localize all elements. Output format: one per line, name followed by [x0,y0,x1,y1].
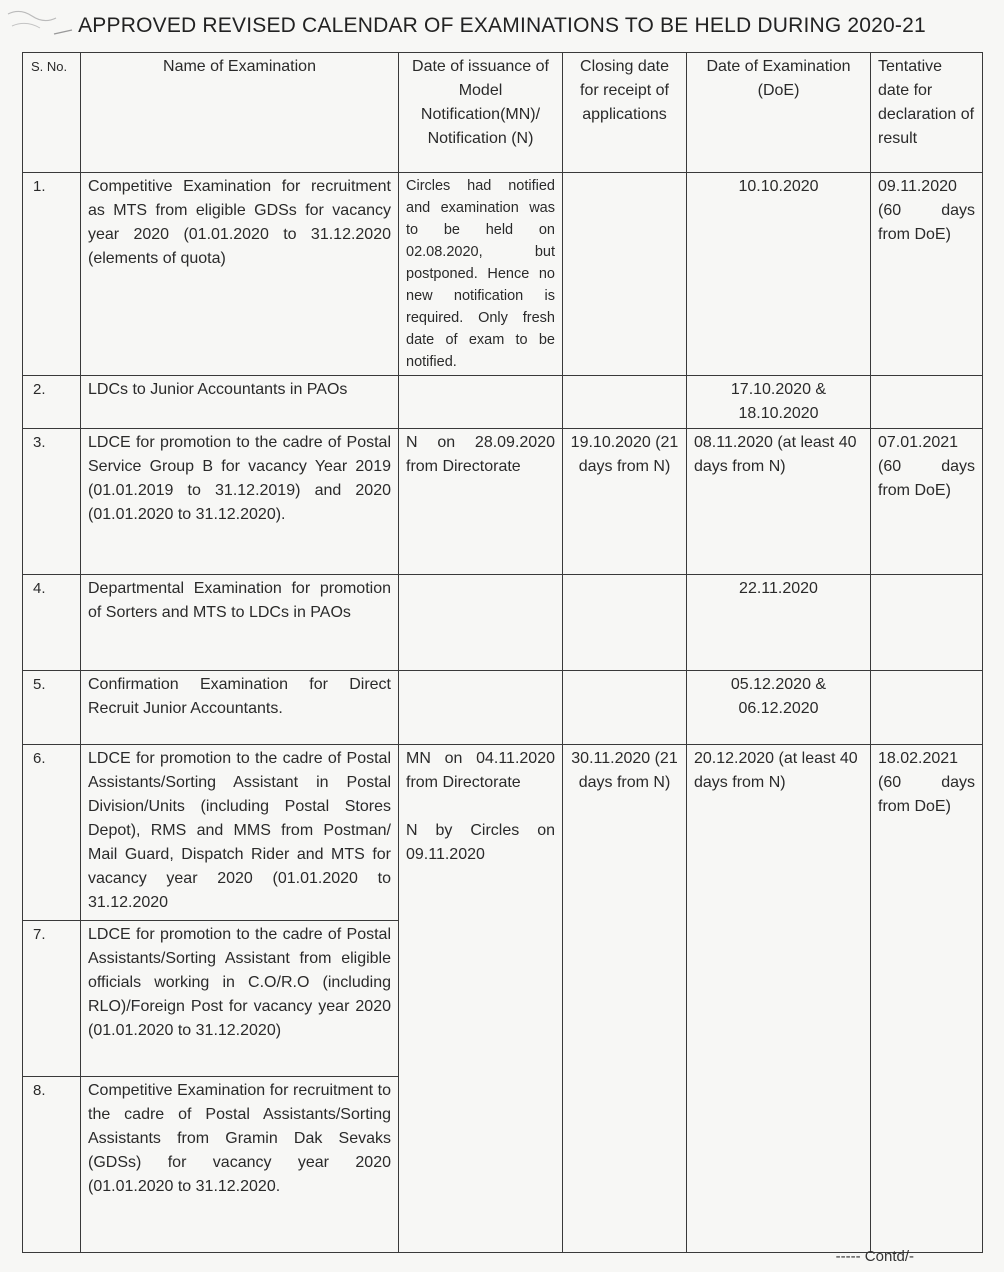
row-closing [563,173,687,376]
row-issuance [399,376,563,429]
table-row [23,575,983,671]
row-sno: 4. [23,575,81,671]
continued-note: ----- Contd/- [835,1248,914,1265]
row-doe: 05.12.2020 & 06.12.2020 [687,671,871,745]
row-result [871,575,983,671]
row-issuance [399,745,563,1253]
table-row [23,173,983,376]
table-row [23,671,983,745]
row-name: LDCE for promotion to the cadre of Postal Assistants/Sorting Assistant in Postal Division/Units (including Postal Stores Depot), RMS and MMS from Postman/ Mail Guard, Dispatch Rider and MTS for vacancy year 2020 (01.01.2020 to 31.12.2020 [81,745,399,921]
exam-calendar-table [22,52,983,1253]
row-doe: 08.11.2020 (at least 40 days from N) [687,429,871,575]
row-result: 07.01.2021 (60 days from DoE) [871,429,983,575]
row-issuance [399,575,563,671]
row-name: Competitive Examination for recruitment to the cadre of Postal Assistants/Sorting Assistants from Gramin Dak Sevaks (GDSs) for vacancy year 2020 (01.01.2020 to 31.12.2020. [81,1077,399,1253]
row-name: Departmental Examination for promotion of Sorters and MTS to LDCs in PAOs [81,575,399,671]
row-name: LDCE for promotion to the cadre of Postal Service Group B for vacancy Year 2019 (01.01.2019 to 31.12.2019) and 2020 (01.01.2020 to 31.12.2020). [81,429,399,575]
table-row [23,376,983,429]
page-title: APPROVED REVISED CALENDAR OF EXAMINATIONS TO BE HELD DURING 2020-21 [78,14,926,37]
row-issuance: Circles had notified and examination was to be held on 02.08.2020, but postponed. Hence no new notification is required. Only fresh date of exam to be notified. [399,173,563,376]
header-sno: S. No. [23,53,81,173]
row-doe: 22.11.2020 [687,575,871,671]
header-issuance: Date of issuance of Model Notification(MN)/ Notification (N) [399,53,563,173]
row-sno: 7. [23,921,81,1077]
issuance-mn: MN on 04.11.2020 from Directorate [406,750,555,791]
row-doe: 20.12.2020 (at least 40 days from N) [687,745,871,1253]
row-sno: 5. [23,671,81,745]
row-closing: 30.11.2020 (21 days from N) [563,745,687,1253]
table-row [23,429,983,575]
row-name: LDCs to Junior Accountants in PAOs [81,376,399,429]
row-name: Competitive Examination for recruitment as MTS from eligible GDSs for vacancy year 2020 (01.01.2020 to 31.12.2020 (elements of quota) [81,173,399,376]
row-closing [563,671,687,745]
issuance-n: N by Circles on 09.11.2020 [406,822,555,863]
row-sno: 3. [23,429,81,575]
row-doe: 17.10.2020 & 18.10.2020 [687,376,871,429]
row-closing [563,376,687,429]
table-header-row [23,53,983,173]
row-result: 09.11.2020 (60 days from DoE) [871,173,983,376]
row-result [871,671,983,745]
header-doe: Date of Examination (DoE) [687,53,871,173]
row-name: LDCE for promotion to the cadre of Postal Assistants/Sorting Assistant from eligible officials working in C.O/R.O (including RLO)/Foreign Post for vacancy year 2020 (01.01.2020 to 31.12.2020) [81,921,399,1077]
row-closing [563,575,687,671]
row-name: Confirmation Examination for Direct Recruit Junior Accountants. [81,671,399,745]
header-result: Tentative date for declaration of result [871,53,983,173]
row-sno: 8. [23,1077,81,1253]
row-closing: 19.10.2020 (21 days from N) [563,429,687,575]
row-issuance [399,671,563,745]
table-row [23,745,983,921]
row-result: 18.02.2021 (60 days from DoE) [871,745,983,1253]
header-name: Name of Examination [81,53,399,173]
row-sno: 1. [23,173,81,376]
row-sno: 6. [23,745,81,921]
row-result [871,376,983,429]
header-closing: Closing date for receipt of applications [563,53,687,173]
row-issuance: N on 28.09.2020 from Directorate [399,429,563,575]
row-sno: 2. [23,376,81,429]
row-doe: 10.10.2020 [687,173,871,376]
